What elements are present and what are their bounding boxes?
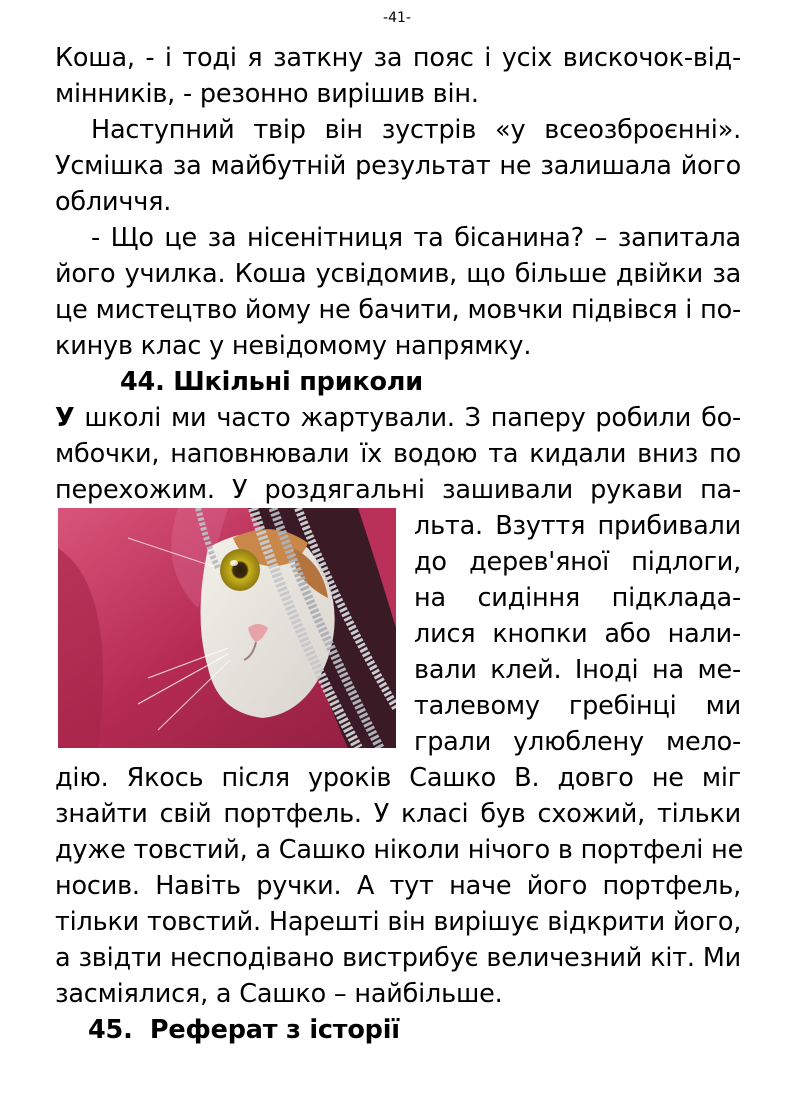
page-number: -41- — [383, 10, 411, 26]
text-line-rest: школі ми часто жартували. З паперу робили бо- — [74, 403, 741, 433]
text-line: Наступний твір він зустрів «у всеозброєнні». — [91, 115, 741, 145]
text-line: мбочки, наповнювали їх водою та кидали вниз по — [55, 439, 741, 469]
text-line: грали улюблену мело- — [414, 727, 741, 757]
text-line: на сидіння підклада- — [414, 583, 741, 613]
cat-in-bag-photo — [58, 508, 396, 748]
text-line: талевому гребінці ми — [414, 691, 741, 721]
text-line: кинув клас у невідомому напрямку. — [55, 331, 532, 361]
section-heading-44: 44. Шкільні приколи — [120, 367, 423, 397]
text-line: засміялися, а Сашко – найбільше. — [55, 979, 503, 1009]
text-line — [55, 400, 741, 436]
text-line: Коша, - і тоді я заткну за пояс і усіх вискочок-від- — [55, 43, 741, 73]
text-line: дію. Якось після уроків Сашко В. довго не міг — [55, 763, 741, 793]
text-line: лися кнопки або нали- — [414, 619, 741, 649]
text-line: це мистецтво йому не бачити, мовчки підвівся і по- — [55, 295, 741, 325]
text-line: дуже товстий, а Сашко ніколи нічого в портфелі не — [55, 835, 744, 865]
cat-photo-illustration — [58, 508, 396, 748]
text-line: перехожим. У роздягальні зашивали рукави па- — [55, 475, 741, 505]
drop-letter: У — [55, 403, 75, 433]
text-line: обличчя. — [55, 187, 172, 217]
text-line: а звідти несподівано вистрибує величезний кіт. Ми — [55, 943, 741, 973]
text-line: вали клей. Іноді на ме- — [414, 655, 741, 685]
text-line: знайти свій портфель. У класі був схожий, тільки — [55, 799, 741, 829]
text-line: його училка. Коша усвідомив, що більше двійки за — [55, 259, 741, 289]
text-line: Усмішка за майбутній результат не залишала його — [55, 151, 741, 181]
text-line: тільки товстий. Нарешті він вирішує відкрити його, — [55, 907, 742, 937]
text-line: мінників, - резонно вирішив він. — [55, 79, 479, 109]
section-heading-45: 45. Реферат з історії — [88, 1015, 400, 1045]
text-line: до дерев'яної підлоги, — [414, 547, 741, 577]
text-line: - Що це за нісенітниця та бісанина? – запитала — [91, 223, 741, 253]
text-line: носив. Навіть ручки. А тут наче його портфель, — [55, 871, 741, 901]
text-line: льта. Взуття прибивали — [414, 511, 741, 541]
